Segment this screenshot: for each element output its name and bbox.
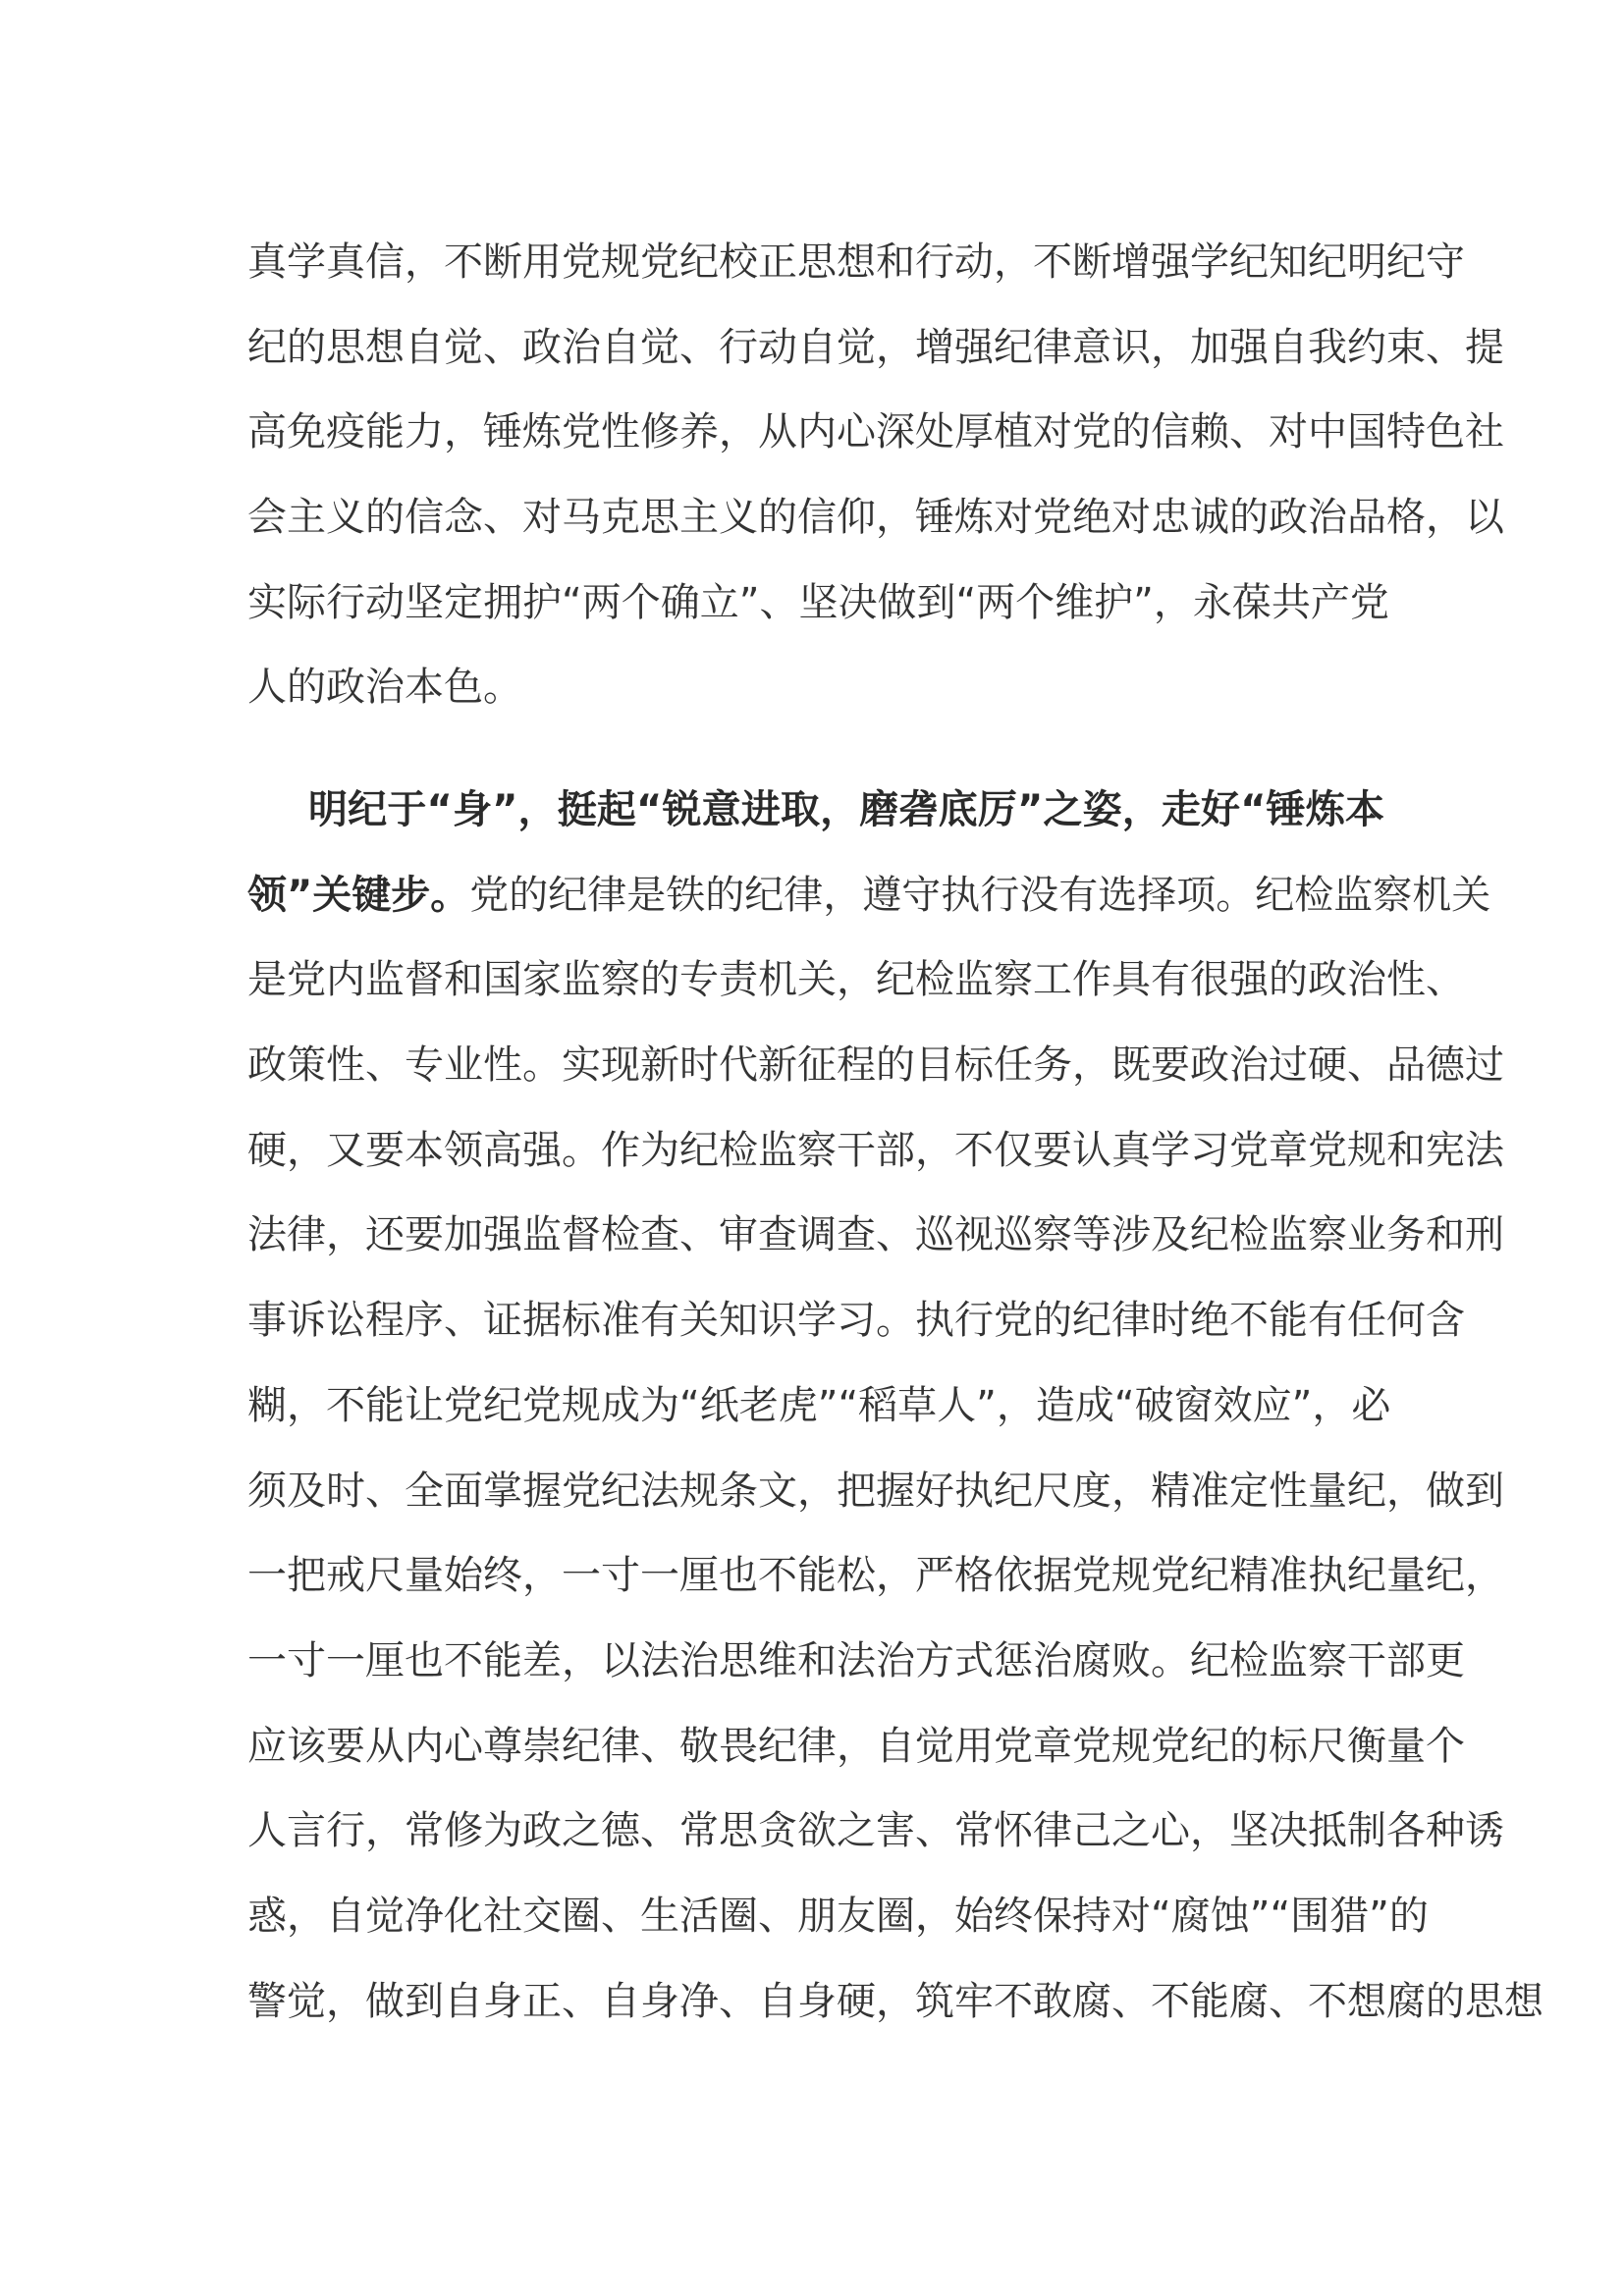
text-line: 硬，又要本领高强。作为纪检监察干部，不仅要认真学习党章党规和宪法 bbox=[247, 1127, 1504, 1173]
section-heading-line bbox=[247, 768, 1384, 853]
text-line: 真学真信，不断用党规党纪校正思想和行动，不断增强学纪知纪明纪守 bbox=[247, 240, 1465, 285]
section-heading: 明纪于“身”，挺起“锐意进取，磨砻底厉”之姿，走好“锤炼本 bbox=[308, 787, 1384, 832]
text-line: 人的政治本色。 bbox=[247, 665, 522, 711]
text-line: 法律，还要加强监督检查、审查调查、巡视巡察等涉及纪检监察业务和刑 bbox=[247, 1212, 1504, 1258]
text-line: 高免疫能力，锤炼党性修养，从内心深处厚植对党的信赖、对中国特色社 bbox=[247, 409, 1504, 455]
text-line: 应该要从内心尊崇纪律、敬畏纪律，自觉用党章党规党纪的标尺衡量个 bbox=[247, 1723, 1465, 1769]
paragraph-2 bbox=[247, 768, 1543, 2044]
text-line: 须及时、全面掌握党纪法规条文，把握好执纪尺度，精准定性量纪，做到 bbox=[247, 1468, 1504, 1514]
text-line: 人言行，常修为政之德、常思贪欲之害、常怀律己之心，坚决抵制各种诱 bbox=[247, 1808, 1504, 1854]
section-heading-end: 领”关键步。 bbox=[247, 872, 470, 918]
text-line: 实际行动坚定拥护“两个确立”、坚决做到“两个维护”，永葆共产党 bbox=[247, 579, 1389, 625]
text-line: 纪的思想自觉、政治自觉、行动自觉，增强纪律意识，加强自我约束、提 bbox=[247, 324, 1504, 370]
text-line: 会主义的信念、对马克思主义的信仰，锤炼对党绝对忠诚的政治品格，以 bbox=[247, 495, 1504, 541]
text-line: 事诉讼程序、证据标准有关知识学习。执行党的纪律时绝不能有任何含 bbox=[247, 1298, 1465, 1344]
text-line: 警觉，做到自身正、自身净、自身硬，筑牢不敢腐、不能腐、不想腐的思想 bbox=[247, 1978, 1543, 2024]
text-line: 是党内监督和国家监察的专责机关，纪检监察工作具有很强的政治性、 bbox=[247, 957, 1465, 1003]
text-line: 政策性、专业性。实现新时代新征程的目标任务，既要政治过硬、品德过 bbox=[247, 1042, 1504, 1089]
paragraph-1 bbox=[247, 220, 1504, 730]
text-span: 党的纪律是铁的纪律，遵守执行没有选择项。纪检监察机关 bbox=[469, 872, 1491, 918]
text-line: 惑，自觉净化社交圈、生活圈、朋友圈，始终保持对“腐蚀”“围猎”的 bbox=[247, 1893, 1429, 1939]
text-line bbox=[247, 853, 1491, 938]
text-line: 糊，不能让党纪党规成为“纸老虎”“稻草人”，造成“破窗效应”，必 bbox=[247, 1382, 1391, 1428]
text-line: 一寸一厘也不能差，以法治思维和法治方式惩治腐败。纪检监察干部更 bbox=[247, 1637, 1465, 1683]
text-line: 一把戒尺量始终，一寸一厘也不能松，严格依据党规党纪精准执纪量纪， bbox=[247, 1553, 1504, 1599]
